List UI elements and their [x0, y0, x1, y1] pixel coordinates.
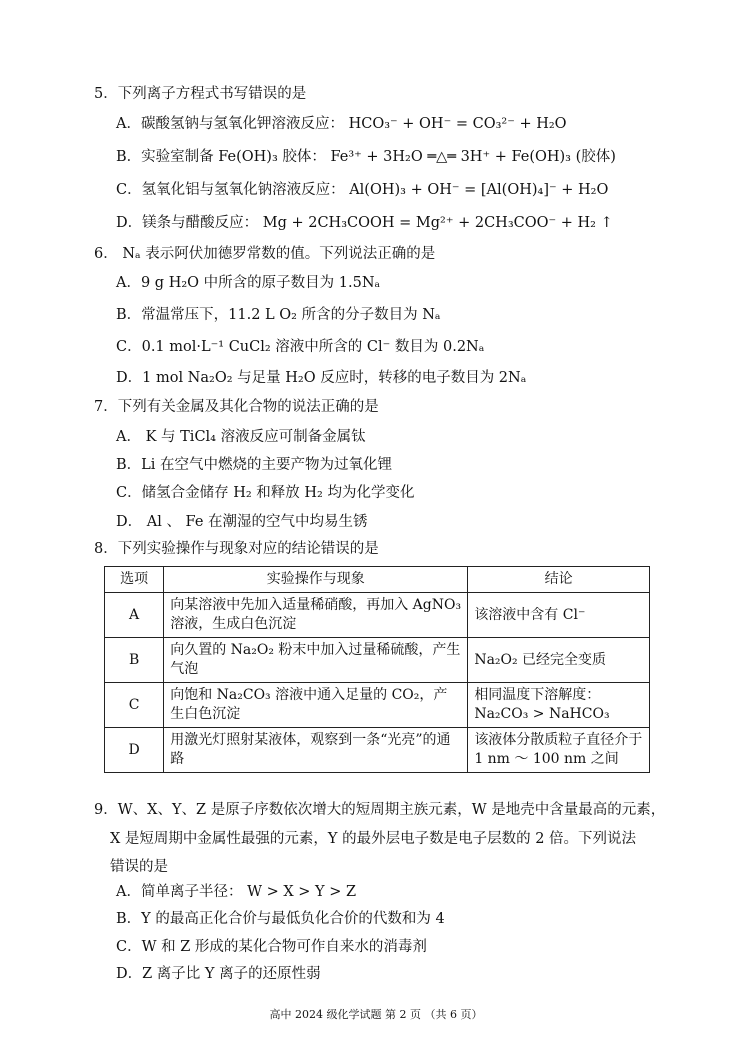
row-a-operation: 向某溶液中先加入适量稀硝酸，再加入 AgNO₃ 溶液，生成白色沉淀 [164, 593, 468, 638]
row-c-operation: 向饱和 Na₂CO₃ 溶液中通入足量的 CO₂，产生白色沉淀 [164, 683, 468, 728]
row-c-option: C [105, 683, 164, 728]
table-row [105, 728, 650, 773]
q7-option-b: B．Li 在空气中燃烧的主要产物为过氧化锂 [116, 457, 393, 473]
row-a-conclusion: 该溶液中含有 Cl⁻ [468, 593, 650, 638]
row-b-option: B [105, 638, 164, 683]
q5-option-c: C．氢氧化铝与氢氧化钠溶液反应： Al(OH)₃ + OH⁻ = [Al(OH)₄]⁻ + H₂O [116, 182, 609, 198]
q7-option-a: A． K 与 TiCl₄ 溶液反应可制备金属钛 [116, 429, 366, 445]
q7-option-c: C．储氢合金储存 H₂ 和释放 H₂ 均为化学变化 [116, 485, 415, 501]
q5-option-a: A．碳酸氢钠与氢氧化钾溶液反应： HCO₃⁻ + OH⁻ = CO₃²⁻ + H₂O [116, 116, 567, 132]
q5-stem: 5．下列离子方程式书写错误的是 [94, 86, 307, 102]
q5-option-d: D．镁条与醋酸反应： Mg + 2CH₃COOH = Mg²⁺ + 2CH₃COO⁻ + H₂ ↑ [116, 215, 613, 231]
row-c-conclusion: 相同温度下溶解度：Na₂CO₃ > NaHCO₃ [468, 683, 650, 728]
q5-option-b: B．实验室制备 Fe(OH)₃ 胶体： Fe³⁺ + 3H₂O ═△═ 3H⁺ + Fe(OH)₃ (胶体) [116, 149, 616, 165]
table-row [105, 683, 650, 728]
q8-stem: 8．下列实验操作与现象对应的结论错误的是 [94, 541, 379, 557]
q9-stem-line-2: X 是短周期中金属性最强的元素，Y 的最外层电子数是电子层数的 2 倍。下列说法 [110, 831, 637, 847]
header-operation: 实验操作与现象 [164, 567, 468, 593]
q7-stem: 7．下列有关金属及其化合物的说法正确的是 [94, 399, 379, 415]
q9-stem-line-3: 错误的是 [110, 859, 168, 875]
q9-option-c: C．W 和 Z 形成的某化合物可作自来水的消毒剂 [116, 939, 427, 955]
q6-option-c: C．0.1 mol·L⁻¹ CuCl₂ 溶液中所含的 Cl⁻ 数目为 0.2Nₐ [116, 339, 485, 355]
q6-option-d: D．1 mol Na₂O₂ 与足量 H₂O 反应时，转移的电子数目为 2Nₐ [116, 370, 527, 386]
header-option: 选项 [105, 567, 164, 593]
q6-option-a: A．9 g H₂O 中所含的原子数目为 1.5Nₐ [116, 275, 381, 291]
row-b-conclusion: Na₂O₂ 已经完全变质 [468, 638, 650, 683]
table-row [105, 593, 650, 638]
row-a-option: A [105, 593, 164, 638]
experiment-table [104, 566, 650, 773]
table-row [105, 638, 650, 683]
header-conclusion: 结论 [468, 567, 650, 593]
q7-option-d: D． Al 、 Fe 在潮湿的空气中均易生锈 [116, 514, 368, 530]
page-footer: 高中 2024 级化学试题 第 2 页 （共 6 页） [269, 1008, 483, 1021]
q9-option-b: B．Y 的最高正化合价与最低负化合价的代数和为 4 [116, 911, 445, 927]
row-d-option: D [105, 728, 164, 773]
q9-option-d: D．Z 离子比 Y 离子的还原性弱 [116, 966, 321, 982]
q6-stem: 6． Nₐ 表示阿伏加德罗常数的值。下列说法正确的是 [94, 246, 436, 262]
row-d-operation: 用激光灯照射某液体，观察到一条“光亮”的通路 [164, 728, 468, 773]
q9-option-a: A．简单离子半径： W > X > Y > Z [116, 884, 357, 900]
row-b-operation: 向久置的 Na₂O₂ 粉末中加入过量稀硫酸，产生气泡 [164, 638, 468, 683]
q6-option-b: B．常温常压下，11.2 L O₂ 所含的分子数目为 Nₐ [116, 307, 441, 323]
table-header-row [105, 567, 650, 593]
q9-stem-line-1: 9．W、X、Y、Z 是原子序数依次增大的短周期主族元素，W 是地壳中含量最高的元素， [94, 802, 666, 818]
row-d-conclusion: 该液体分散质粒子直径介于 1 nm ～ 100 nm 之间 [468, 728, 650, 773]
